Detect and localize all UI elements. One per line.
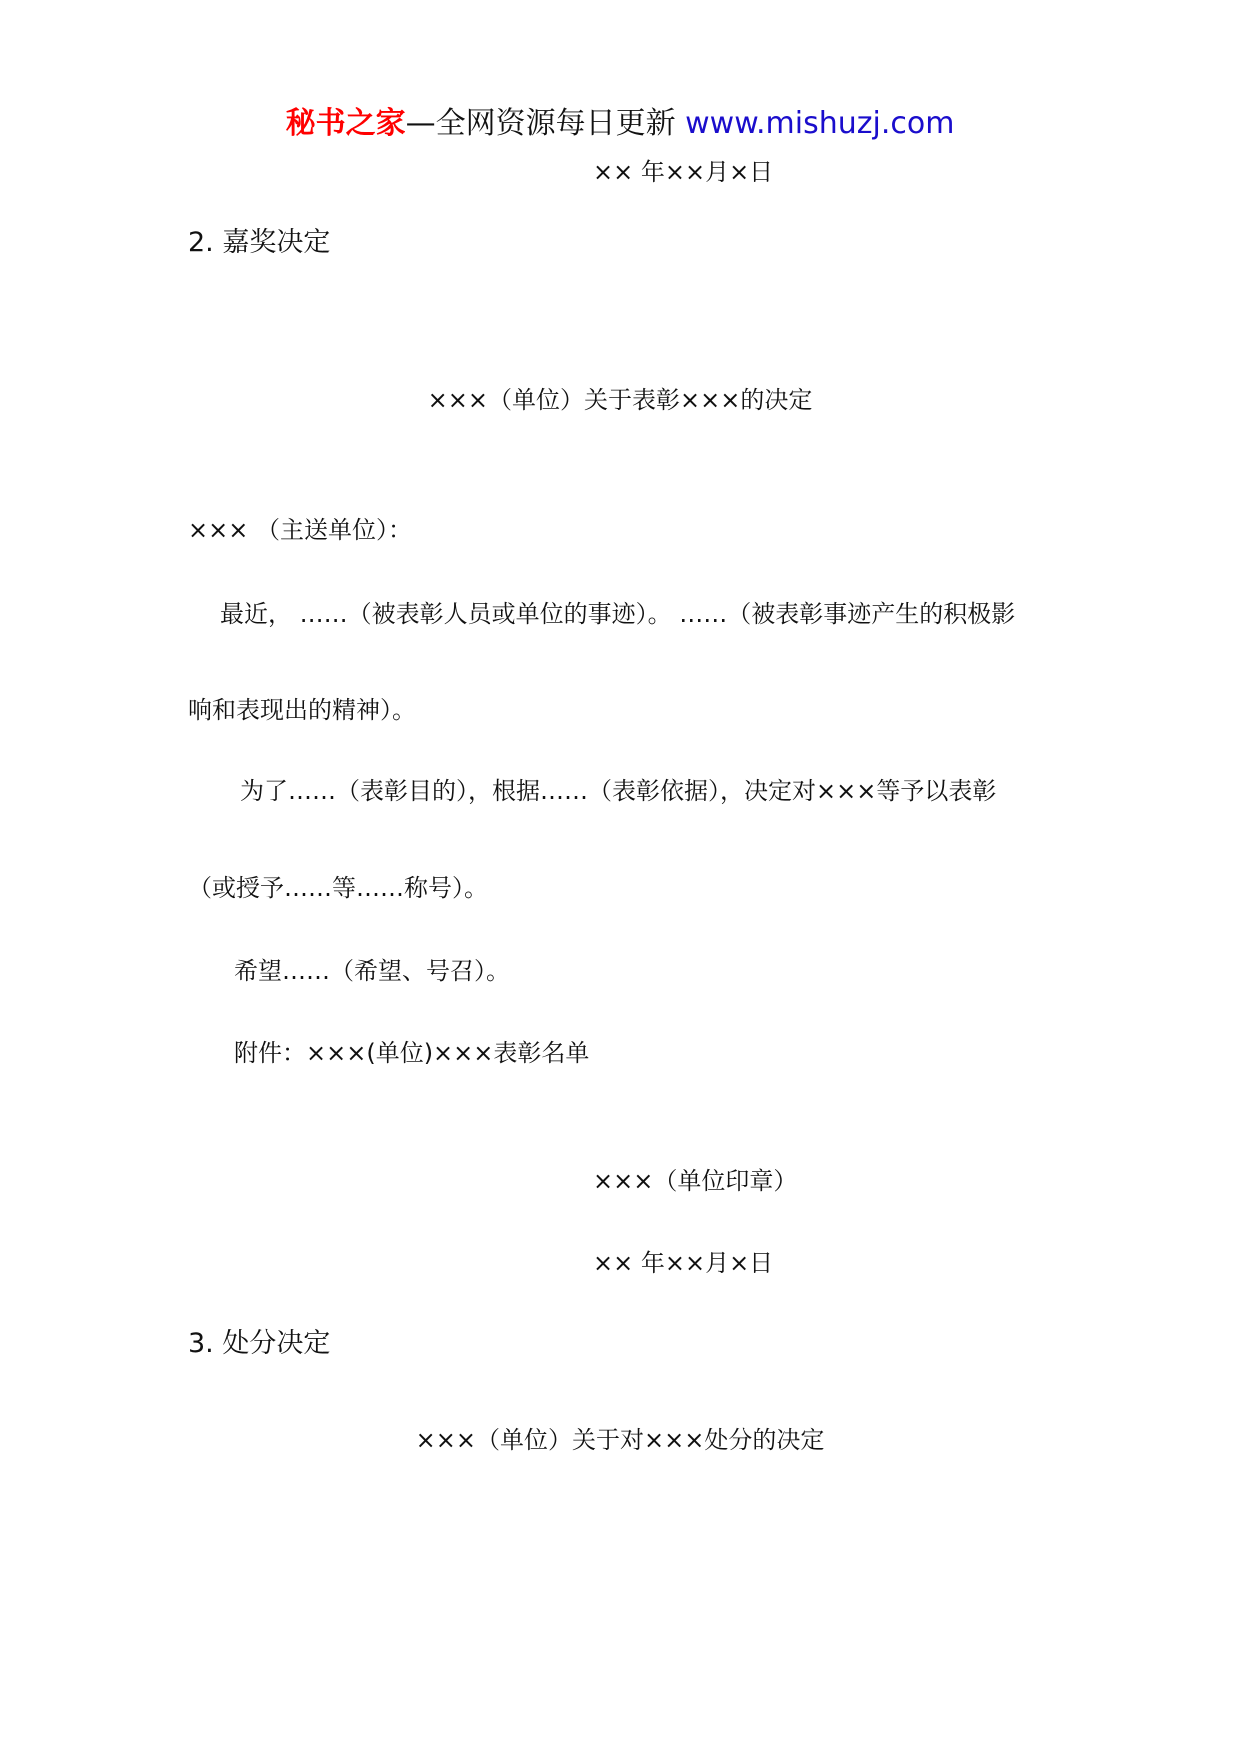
punishment-decision-title: ×××（单位）关于对×××处分的决定 xyxy=(415,1426,825,1454)
site-url-link[interactable]: www.mishuzj.com xyxy=(685,106,955,141)
section-heading-punishment: 3. 处分决定 xyxy=(188,1328,331,1359)
paragraph-1-line-1: 最近， ……（被表彰人员或单位的事迹）。 ……（被表彰事迹产生的积极影 xyxy=(220,600,1016,628)
brand-name: 秘书之家 xyxy=(285,106,406,141)
recipient-line: ××× （主送单位）： xyxy=(188,516,412,544)
header-tagline: —全网资源每日更新 xyxy=(405,106,686,141)
paragraph-1-line-2: 响和表现出的精神）。 xyxy=(188,696,416,724)
date-line-bottom: ×× 年××月×日 xyxy=(593,1249,774,1277)
attachment-line: 附件：×××(单位)×××表彰名单 xyxy=(234,1039,590,1067)
site-header xyxy=(0,104,1240,144)
paragraph-2-line-1: 为了……（表彰目的），根据……（表彰依据），决定对×××等予以表彰 xyxy=(240,777,997,805)
seal-line: ×××（单位印章） xyxy=(593,1167,798,1195)
section-heading-award: 2. 嘉奖决定 xyxy=(188,227,331,258)
award-decision-title: ×××（单位）关于表彰×××的决定 xyxy=(427,386,813,414)
paragraph-3: 希望……（希望、号召）。 xyxy=(234,957,510,985)
date-line-top: ×× 年××月×日 xyxy=(593,158,774,186)
paragraph-2-line-2: （或授予……等……称号）。 xyxy=(188,874,488,902)
